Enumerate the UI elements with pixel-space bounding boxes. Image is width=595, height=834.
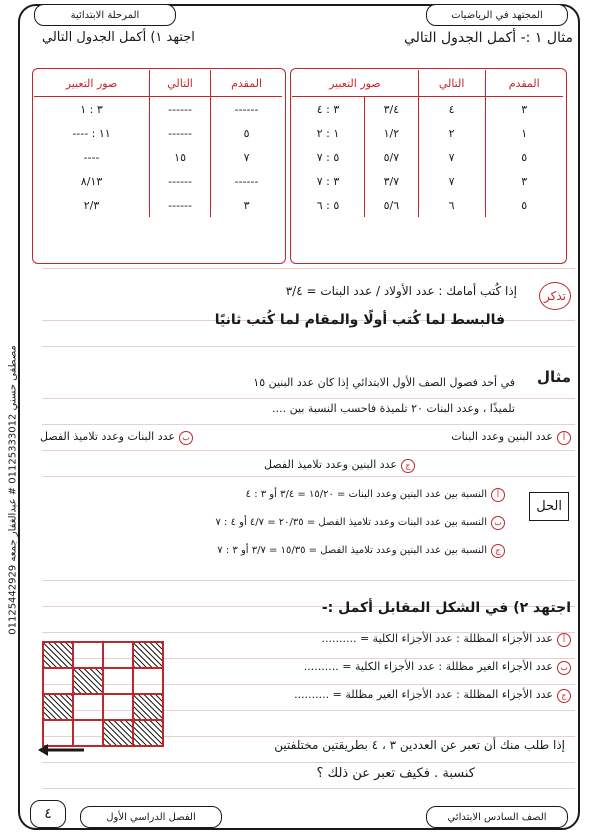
table-cell: ٥ : ٦ [316, 198, 340, 212]
remember-line1: إذا كُتب أمامك : عدد الأولاد / عدد البنات = ٣/٤ [285, 284, 517, 298]
page-number: ٤ [30, 800, 66, 828]
remember-line2: فالبسط لما كُتب أولًا والمقام لما كُتب ثانيًا [214, 312, 505, 328]
ijtahid2-title: اجتهد ٢) في الشكل المقابل أكمل :- [321, 600, 571, 616]
challenge-line2: كنسبة . فكيف تعبر عن ذلك ؟ [316, 766, 475, 781]
table-cell: ٥ [485, 193, 563, 217]
ijtahid2-q3: جعدد الأجزاء المظللة : عدد الأجزاء الغير مظللة = .......... [294, 688, 571, 703]
table-cell: ٧ [418, 169, 485, 193]
table-row [292, 169, 563, 193]
table-cell: ------ [150, 97, 211, 122]
table-cell: ٥/٧ [365, 145, 419, 169]
table-cell: ٣/٧ [365, 169, 419, 193]
header-stage: المرحلة الابتدائية [34, 4, 176, 26]
sidebar-contact: مصطفى حسني 01125333012 # عبدالغفار جمعه 01125442929 [7, 345, 19, 635]
table-cell: ٣ : ١ [80, 102, 103, 116]
shaded-grid [42, 641, 164, 747]
unshaded-cell [43, 668, 73, 694]
solution-label: الحل [529, 492, 569, 521]
table-cell: ٨/١٣ [80, 174, 103, 188]
table-cell: ٣/٤ [365, 97, 419, 122]
table-row [34, 169, 282, 193]
ratio-table-2: المقدم التالي صور التعبير ------ ------ ٣ : ١ ٥ ------ ١١ : ---- ٧ ١٥ ---- ------ ------ ٨/١٣ ٣ ------ ٢/٣ [34, 70, 282, 217]
remember-badge: تذكر [539, 282, 571, 310]
table-cell: ٣ : ٤ [316, 102, 340, 116]
table-row [292, 145, 563, 169]
table-cell: ٣ : ٧ [316, 174, 340, 188]
footer-term: الفصل الدراسي الأول [80, 806, 222, 828]
table-cell: ٧ [418, 145, 485, 169]
unshaded-cell [103, 668, 133, 694]
table-cell: ------ [150, 193, 211, 217]
table-row [292, 121, 563, 145]
table-cell: ٢/٣ [83, 198, 100, 212]
table-cell: ٥/٦ [365, 193, 419, 217]
shaded-cell [133, 642, 163, 668]
shaded-cell [43, 642, 73, 668]
footer-grade: الصف السادس الابتدائي [426, 806, 568, 828]
example1-title: مثال ١ :- أكمل الجدول التالي [403, 30, 573, 46]
example2-title: مثال [536, 368, 571, 386]
solution-line2: بالنسبة بين عدد البنات وعدد تلاميذ الفصل = ٢٠/٣٥ = ٤/٧ أو ٤ : ٧ [215, 516, 505, 530]
table-cell: ١/٢ [365, 121, 419, 145]
shaded-cell [133, 694, 163, 720]
table-cell: ٥ [211, 121, 282, 145]
table-cell: ٢ [418, 121, 485, 145]
table-row [34, 97, 282, 122]
example2-part-a: أعدد البنين وعدد البنات [451, 430, 571, 445]
ijtahid2-q1: أعدد الأجزاء المظللة : عدد الأجزاء الكلية = .......... [322, 632, 572, 647]
table-row [292, 193, 563, 217]
table-cell: ١ : ٢ [316, 126, 340, 140]
table-cell: ---- [83, 150, 100, 164]
table-row [34, 121, 282, 145]
ratio-table-1: المقدم التالي صور التعبير ٣ ٤ ٣/٤ ٣ : ٤ ١ ٢ ١/٢ ١ : ٢ ٥ ٧ ٥/٧ ٥ : ٧ ٣ ٧ ٣/٧ ٣ : ٧ ٥ ٦ ٥/٦ ٥ : ٦ [292, 70, 563, 217]
example2-line1: في أحد فصول الصف الأول الابتدائي إذا كان عدد البنين ١٥ [253, 376, 515, 389]
example2-line2: تلميذًا ، وعدد البنات ٢٠ تلميذة فاحسب النسبة بين .... [272, 402, 515, 415]
table-row [34, 193, 282, 217]
unshaded-cell [103, 642, 133, 668]
table-cell: ٦ [418, 193, 485, 217]
shaded-cell [133, 720, 163, 746]
solution-line3: جالنسبة بين عدد البنين وعدد تلاميذ الفصل = ١٥/٣٥ = ٣/٧ أو ٣ : ٧ [217, 544, 505, 558]
shaded-cell [73, 668, 103, 694]
solution-line1: أالنسبة بين عدد البنين وعدد البنات = ١٥/٢٠ = ٣/٤ أو ٣ : ٤ [246, 488, 505, 502]
table-row [34, 145, 282, 169]
table-cell: ٣ [485, 97, 563, 122]
ijtahid1-title: اجتهد ١) أكمل الجدول التالي [42, 30, 195, 45]
header-subject: المجتهد في الرياضيات [426, 4, 568, 26]
shaded-cell [43, 694, 73, 720]
shaded-cell [103, 720, 133, 746]
table-cell: ٥ : ٧ [316, 150, 340, 164]
table-cell: ١ [485, 121, 563, 145]
table-cell: ٤ [418, 97, 485, 122]
unshaded-cell [73, 694, 103, 720]
arrow-icon [38, 743, 88, 757]
table-cell: ١٥ [150, 145, 211, 169]
unshaded-cell [73, 642, 103, 668]
table-row [292, 97, 563, 122]
table-cell: ١١ : ---- [72, 126, 111, 140]
example2-part-c: جعدد البنين وعدد تلاميذ الفصل [264, 458, 415, 473]
table-cell: ٧ [211, 145, 282, 169]
table-cell: ٥ [485, 145, 563, 169]
unshaded-cell [103, 694, 133, 720]
table-cell: ------ [150, 121, 211, 145]
table-cell: ٣ [485, 169, 563, 193]
challenge-line1: إذا طلب منك أن تعبر عن العددين ٣ ، ٤ بطريقتين مختلفتين [274, 738, 565, 752]
table-cell: ٣ [211, 193, 282, 217]
table-cell: ------ [211, 97, 282, 122]
unshaded-cell [133, 668, 163, 694]
table-cell: ------ [211, 169, 282, 193]
table-cell: ------ [150, 169, 211, 193]
ijtahid2-q2: بعدد الأجزاء الغير مظللة : عدد الأجزاء الكلية = .......... [304, 660, 571, 675]
example2-part-b: بعدد البنات وعدد تلاميذ الفصل [40, 430, 193, 445]
